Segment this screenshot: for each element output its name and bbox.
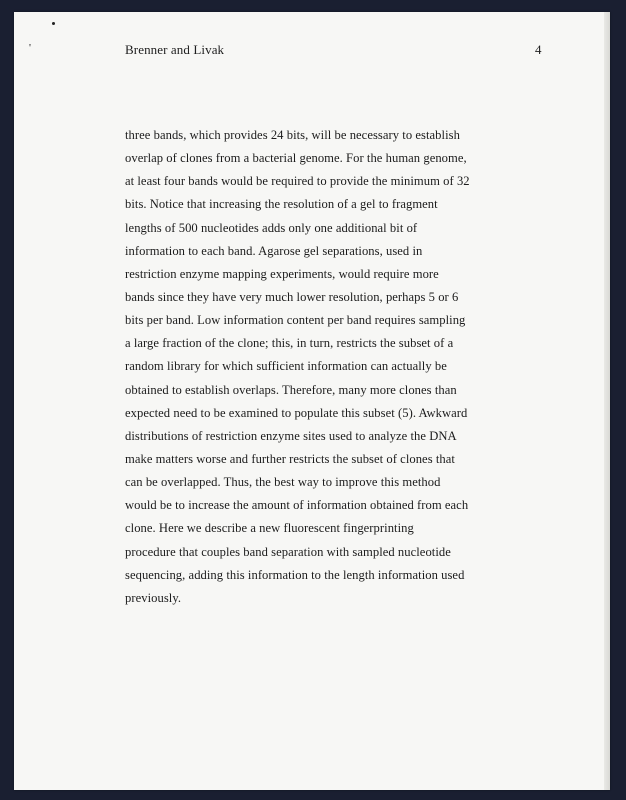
scan-tick-mark: '	[29, 42, 31, 54]
body-line: lengths of 500 nucleotides adds only one additional bit of	[125, 220, 418, 235]
body-line: expected need to be examined to populate this subset (5). Awkward	[125, 405, 468, 420]
body-line: sequencing, adding this information to the length information used	[125, 567, 465, 582]
body-line: bits. Notice that increasing the resolution of a gel to fragment	[125, 197, 438, 212]
body-line: would be to increase the amount of information obtained from each	[125, 498, 469, 513]
body-line: bits per band. Low information content per band requires sampling	[125, 313, 466, 328]
page-number: 4	[535, 42, 542, 57]
body-line: clone. Here we describe a new fluorescent fingerprinting	[125, 521, 414, 536]
page-edge-shadow	[604, 12, 610, 790]
body-line: a large fraction of the clone; this, in turn, restricts the subset of a	[125, 336, 454, 351]
body-line: bands since they have very much lower resolution, perhaps 5 or 6	[125, 289, 459, 304]
body-line: procedure that couples band separation with sampled nucleotide	[125, 544, 451, 559]
body-line: distributions of restriction enzyme sites used to analyze the DNA	[125, 428, 457, 443]
body-line: obtained to establish overlaps. Therefore, many more clones than	[125, 382, 457, 397]
body-line: overlap of clones from a bacterial genome. For the human genome,	[125, 151, 467, 166]
document-page	[14, 12, 610, 790]
running-head: Brenner and Livak	[125, 42, 225, 57]
body-line: at least four bands would be required to provide the minimum of 32	[125, 174, 470, 189]
body-line: three bands, which provides 24 bits, will be necessary to establish	[125, 128, 460, 142]
body-line: random library for which sufficient information can actually be	[125, 359, 447, 374]
body-paragraph	[125, 124, 525, 610]
body-line: can be overlapped. Thus, the best way to improve this method	[125, 475, 441, 490]
body-line: information to each band. Agarose gel separations, used in	[125, 243, 423, 258]
body-line: make matters worse and further restricts the subset of clones that	[125, 451, 455, 466]
scan-speck	[52, 22, 55, 25]
body-line: restriction enzyme mapping experiments, would require more	[125, 266, 439, 281]
body-line: previously.	[125, 590, 182, 605]
